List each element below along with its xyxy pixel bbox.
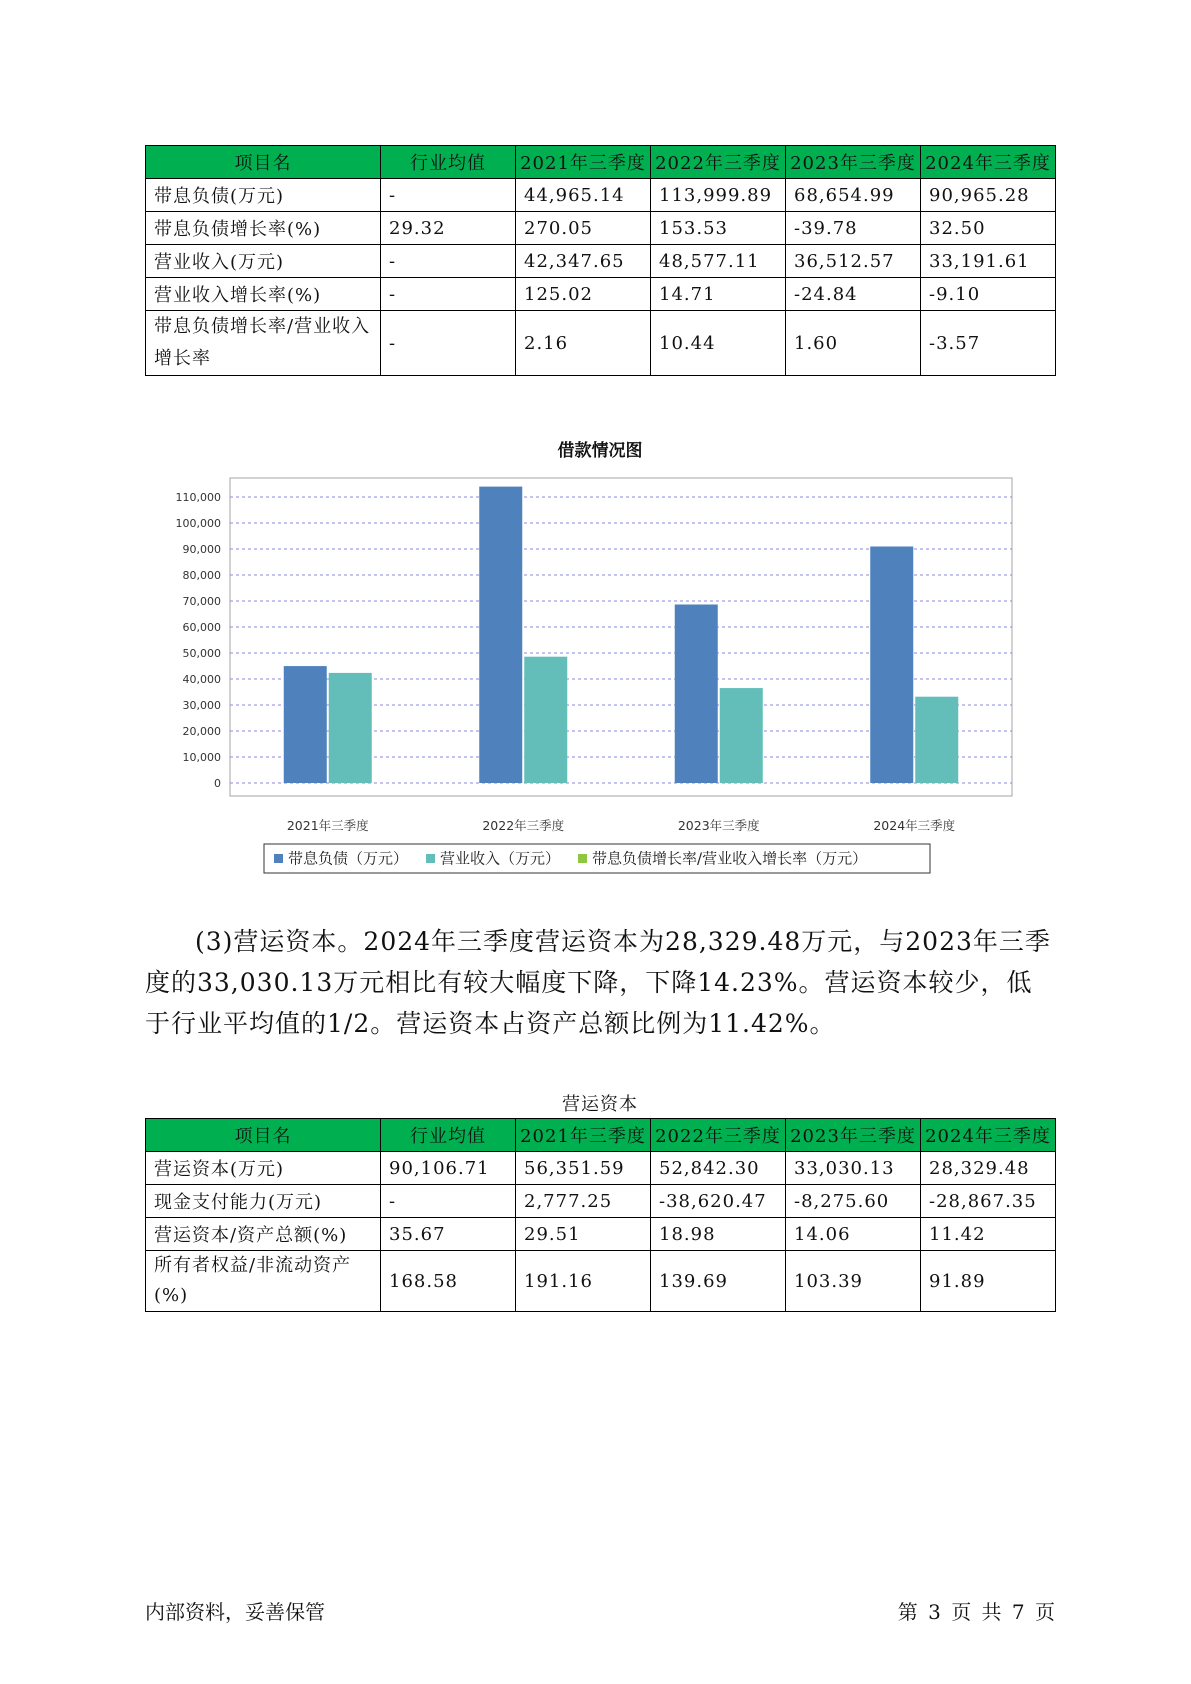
row-label: 现金支付能力(万元)	[146, 1185, 381, 1218]
bar	[915, 697, 958, 783]
table-cell: -	[381, 245, 516, 278]
table-cell: 35.67	[381, 1218, 516, 1251]
header-cell: 项目名	[146, 146, 381, 179]
table-cell: 14.06	[786, 1218, 921, 1251]
table-cell: 91.89	[921, 1251, 1056, 1312]
table-cell: 14.71	[651, 278, 786, 311]
table-cell: 44,965.14	[516, 179, 651, 212]
bar	[479, 487, 522, 783]
legend-swatch	[274, 854, 283, 863]
row-label: 营运资本(万元)	[146, 1152, 381, 1185]
table-cell: 29.32	[381, 212, 516, 245]
y-tick-label: 20,000	[182, 725, 221, 738]
row-label: 带息负债增长率(%)	[146, 212, 381, 245]
table-cell: -	[381, 179, 516, 212]
y-tick-label: 50,000	[182, 647, 221, 660]
y-tick-label: 10,000	[182, 751, 221, 764]
table-cell: 36,512.57	[786, 245, 921, 278]
row-label: 营业收入(万元)	[146, 245, 381, 278]
row-label: 营业收入增长率(%)	[146, 278, 381, 311]
table-cell: -9.10	[921, 278, 1056, 311]
table-cell: -28,867.35	[921, 1185, 1056, 1218]
header-cell: 2023年三季度	[786, 1119, 921, 1152]
table-header-row	[146, 146, 1056, 179]
table-cell: 113,999.89	[651, 179, 786, 212]
bar	[329, 673, 372, 783]
table-row	[146, 212, 1056, 245]
y-tick-label: 0	[214, 777, 221, 790]
row-label: 带息负债增长率/营业收入增长率	[146, 311, 381, 376]
table-row	[146, 1185, 1056, 1218]
table-cell: -38,620.47	[651, 1185, 786, 1218]
y-tick-label: 40,000	[182, 673, 221, 686]
table-cell: 42,347.65	[516, 245, 651, 278]
table-cell: 139.69	[651, 1251, 786, 1312]
table-cell: -	[381, 311, 516, 376]
y-tick-label: 70,000	[182, 595, 221, 608]
table-cell: 2,777.25	[516, 1185, 651, 1218]
table-caption: 营运资本	[562, 1094, 638, 1115]
table-cell: -	[381, 1185, 516, 1218]
table-cell: 32.50	[921, 212, 1056, 245]
x-tick-label: 2022年三季度	[482, 818, 565, 833]
header-cell: 2024年三季度	[921, 1119, 1056, 1152]
row-label: 所有者权益/非流动资产(%)	[146, 1251, 381, 1312]
table-cell: -39.78	[786, 212, 921, 245]
x-tick-label: 2024年三季度	[873, 818, 956, 833]
table-cell: 1.60	[786, 311, 921, 376]
table-cell: 2.16	[516, 311, 651, 376]
header-cell: 2023年三季度	[786, 146, 921, 179]
row-label: 营运资本/资产总额(%)	[146, 1218, 381, 1251]
table-row	[146, 245, 1056, 278]
footer-confidential-note: 内部资料，妥善保管	[145, 1600, 325, 1624]
legend-swatch	[578, 854, 587, 863]
header-cell: 2021年三季度	[516, 146, 651, 179]
table-cell: 29.51	[516, 1218, 651, 1251]
y-tick-label: 110,000	[175, 491, 221, 504]
table-cell: 90,106.71	[381, 1152, 516, 1185]
header-cell: 2021年三季度	[516, 1119, 651, 1152]
bar	[870, 546, 913, 783]
bar	[720, 688, 763, 783]
table-cell: -3.57	[921, 311, 1056, 376]
table-cell: 125.02	[516, 278, 651, 311]
table-cell: -8,275.60	[786, 1185, 921, 1218]
working-capital-table	[145, 1118, 1056, 1312]
y-tick-label: 100,000	[175, 517, 221, 530]
footer-page-number: 第 3 页 共 7 页	[897, 1600, 1055, 1624]
table-cell: 48,577.11	[651, 245, 786, 278]
y-tick-label: 60,000	[182, 621, 221, 634]
legend-label: 带息负债增长率/营业收入增长率（万元）	[592, 849, 868, 868]
table-cell: 10.44	[651, 311, 786, 376]
bar	[675, 604, 718, 783]
y-tick-label: 30,000	[182, 699, 221, 712]
legend-label: 营业收入（万元）	[440, 849, 561, 868]
table-cell: -	[381, 278, 516, 311]
x-tick-label: 2021年三季度	[286, 818, 369, 833]
table-cell: 18.98	[651, 1218, 786, 1251]
table-row	[146, 1251, 1056, 1312]
table-row	[146, 278, 1056, 311]
interest-bearing-debt-table	[145, 145, 1056, 376]
table-header-row	[146, 1119, 1056, 1152]
legend-label: 带息负债（万元）	[288, 849, 409, 868]
legend-swatch	[426, 854, 435, 863]
bar	[284, 666, 327, 783]
chart-title: 借款情况图	[557, 441, 643, 461]
header-cell: 行业均值	[381, 146, 516, 179]
table-row	[146, 1218, 1056, 1251]
table-cell: 33,191.61	[921, 245, 1056, 278]
row-label: 带息负债(万元)	[146, 179, 381, 212]
working-capital-paragraph: (3)营运资本。2024年三季度营运资本为28,329.48万元，与2023年三季度的33,030.13万元相比有较大幅度下降，下降14.23%。营运资本较少，低于行业平均值的1/2。营运资本占资产总额比例为11.42%。	[145, 927, 1051, 1038]
table-row	[146, 311, 1056, 376]
x-tick-label: 2023年三季度	[677, 818, 760, 833]
table-cell: 28,329.48	[921, 1152, 1056, 1185]
table-cell: 56,351.59	[516, 1152, 651, 1185]
table-row	[146, 1152, 1056, 1185]
y-tick-label: 90,000	[182, 543, 221, 556]
bar	[524, 657, 567, 783]
table-row	[146, 179, 1056, 212]
header-cell: 行业均值	[381, 1119, 516, 1152]
table-cell: 33,030.13	[786, 1152, 921, 1185]
table-cell: -24.84	[786, 278, 921, 311]
table-cell: 168.58	[381, 1251, 516, 1312]
header-cell: 2022年三季度	[651, 1119, 786, 1152]
header-cell: 2022年三季度	[651, 146, 786, 179]
header-cell: 2024年三季度	[921, 146, 1056, 179]
table-cell: 11.42	[921, 1218, 1056, 1251]
table-cell: 153.53	[651, 212, 786, 245]
header-cell: 项目名	[146, 1119, 381, 1152]
y-tick-label: 80,000	[182, 569, 221, 582]
table-cell: 191.16	[516, 1251, 651, 1312]
table-cell: 103.39	[786, 1251, 921, 1312]
table-cell: 52,842.30	[651, 1152, 786, 1185]
table-cell: 270.05	[516, 212, 651, 245]
table-cell: 90,965.28	[921, 179, 1056, 212]
table-cell: 68,654.99	[786, 179, 921, 212]
loan-bar-chart	[145, 470, 1055, 880]
